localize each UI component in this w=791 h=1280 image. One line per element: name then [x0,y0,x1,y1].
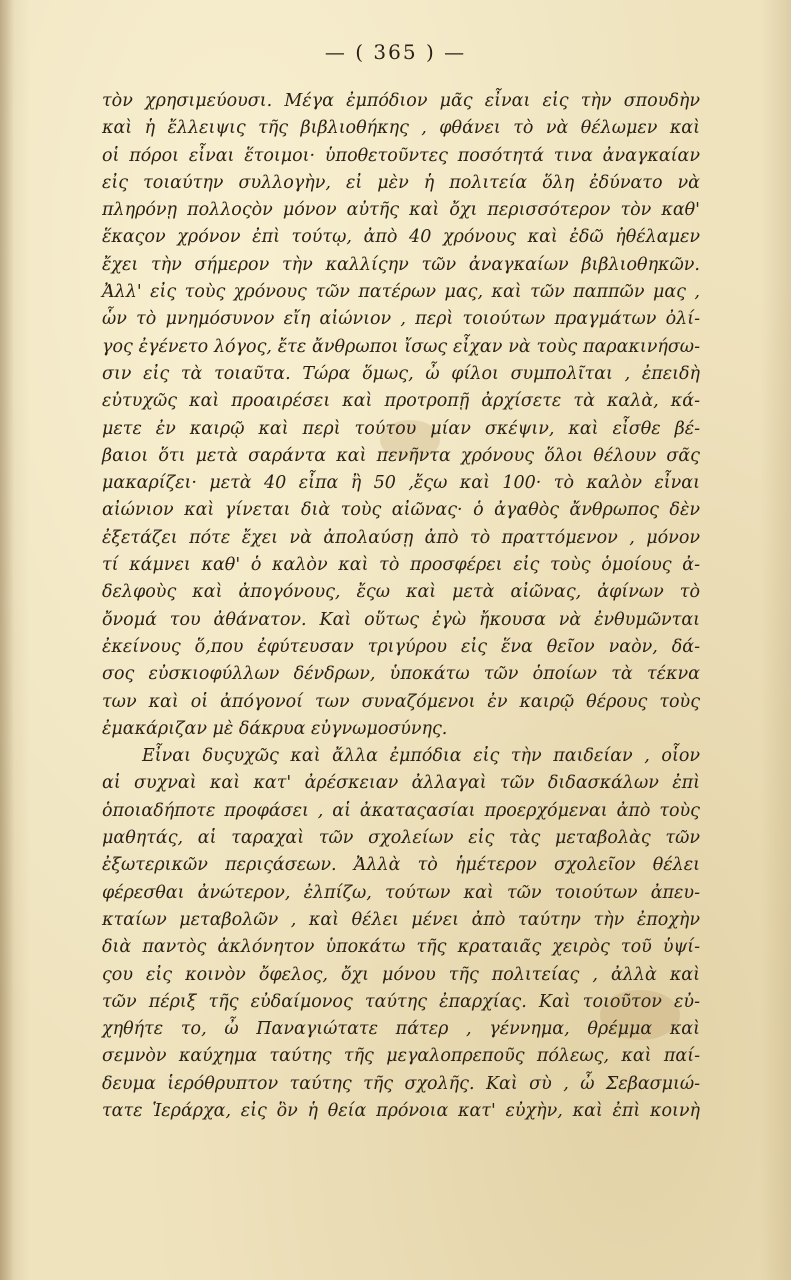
body-text [102,88,700,1125]
text-line: ἐκείνους ὅ,που ἐφύτευσαν τριγύρου εἰς ἕνα θεῖον ναὸν, δά- [102,636,700,657]
text-line: ὄνομά του ἀθάνατον. Καὶ οὕτως ἐγὼ ἤκουσα νὰ ἐνθυμῶνται [102,609,700,630]
text-line: σιν εἰς τὰ τοιαῦτα. Τώρα ὅμως, ὦ φίλοι συμπολῖται , ἐπειδὴ [102,363,700,384]
text-line: δευμα ἱερόθρυπτον ταύτης τῆς σχολῆς. Καὶ σὺ , ὦ Σεβασμιώ- [102,1073,700,1094]
text-line: κταίων μεταβολῶν , καὶ θέλει μένει ἀπὸ ταύτην τὴν ἐποχὴν [102,909,700,930]
text-line: τῶν πέριξ τῆς εὐδαίμονος ταύτης ἐπαρχίας. Καὶ τοιοῦτον εὐ- [102,991,700,1012]
text-line: Ἀλλ' εἰς τοὺς χρόνους τῶν πατέρων μας, καὶ τῶν παππῶν μας , [102,282,700,303]
text-line: σεμνὸν καύχημα ταύτης τῆς μεγαλοπρεποῦς πόλεως, καὶ παί- [102,1046,700,1067]
text-line: καὶ ἡ ἔλλειψις τῆς βιβλιοθήκης , φθάνει τὸ νὰ θέλωμεν καὶ [102,118,700,139]
text-line: εἰς τοιαύτην συλλογὴν, εἰ μὲν ἡ πολιτεία ὅλη ἐδύνατο νὰ [102,172,700,193]
text-line: ἕκαςον χρόνον ἐπὶ τούτῳ, ἀπὸ 40 χρόνους καὶ ἐδῶ ἠθέλαμεν [102,227,700,248]
text-line: ἔχει τὴν σήμερον τὴν καλλίςην τῶν ἀναγκαίων βιβλιοθηκῶν. [102,254,700,275]
text-line: αἰώνιον καὶ γίνεται διὰ τοὺς αἰῶνας· ὁ ἀγαθὸς ἄνθρωπος δὲν [102,500,700,521]
text-line: ὁποιαδήποτε προφάσει , αἱ ἀκαταςασίαι προερχόμεναι ἀπὸ τοὺς [102,800,700,821]
text-line: τατε Ἱεράρχα, εἰς ὃν ἡ θεία πρόνοια κατ' εὐχὴν, καὶ ἐπὶ κοινὴ [102,1100,700,1121]
text-line: φέρεσθαι ἀνώτερον, ἐλπίζω, τούτων καὶ τῶν τοιούτων ἀπευ- [102,882,700,903]
text-line: οἱ πόροι εἶναι ἕτοιμοι· ὑποθετοῦντες ποσότητά τινα ἀναγκαίαν [102,145,700,166]
text-line: ὧν τὸ μνημόσυνον εἴη αἰώνιον , περὶ τοιούτων πραγμάτων ὀλί- [102,309,700,330]
text-line: ἐξετάζει πότε ἔχει νὰ ἀπολαύσῃ ἀπὸ τὸ πραττόμενον , μόνον [102,527,700,548]
binding-edge-shadow [0,0,14,1280]
text-line: μετε ἐν καιρῷ καὶ περὶ τούτου μίαν σκέψιν, καὶ εἶσθε βέ- [102,418,700,439]
text-line: διὰ παντὸς ἀκλόνητον ὑποκάτω τῆς κραταιᾶς χειρὸς τοῦ ὑψί- [102,937,700,958]
text-line: εὐτυχῶς καὶ προαιρέσει καὶ προτροπῇ ἀρχίσετε τὰ καλὰ, κά- [102,391,700,412]
text-line: μακαρίζει· μετὰ 40 εἶπα ἢ 50 ,ἔςω καὶ 100· τὸ καλὸν εἶναι [102,473,700,494]
text-line: Εἶναι δυςυχῶς καὶ ἄλλα ἐμπόδια εἰς τὴν παιδείαν , οἷον [142,746,700,767]
text-line: τί κάμνει καθ' ὁ καλὸν καὶ τὸ προσφέρει εἰς τοὺς ὁμοίους ἀ- [102,555,700,576]
text-line: τὸν χρησιμεύουσι. Μέγα ἐμπόδιον μᾶς εἶναι εἰς τὴν σπουδὴν [102,91,700,111]
text-line: πληρόνῃ πολλοςὸν μόνον αὐτῆς καὶ ὄχι περισσότερον τὸν καθ' [102,200,700,221]
text-line: γος ἐγένετο λόγος, ἔτε ἄνθρωποι ἴσως εἶχαν νὰ τοὺς παρακινήσω- [102,336,700,357]
text-line: βαιοι ὅτι μετὰ σαράντα καὶ πενῆντα χρόνους ὅλοι θέλουν σᾶς [102,445,700,466]
text-line: σος εὐσκιοφύλλων δένδρων, ὑποκάτω τῶν ὁποίων τὰ τέκνα [102,664,700,685]
text-line: ἐμακάριζαν μὲ δάκρυα εὐγνωμοσύνης. [102,718,448,739]
page-number-header: — ( 365 ) — [324,40,467,64]
text-line: δελφοὺς καὶ ἀπογόνους, ἔςω καὶ μετὰ αἰῶνας, ἀφίνων τὸ [102,582,700,603]
text-line: των καὶ οἱ ἀπόγονοί των συναζόμενοι ἐν καιρῷ θέρους τοὺς [102,691,700,712]
text-line: μαθητάς, αἱ ταραχαὶ τῶν σχολείων εἰς τὰς μεταβολὰς τῶν [102,828,700,849]
text-line: ἐξωτερικῶν περιςάσεων. Ἀλλὰ τὸ ἡμέτερον σχολεῖον θέλει [102,855,700,876]
text-line: αἱ συχναὶ καὶ κατ' ἀρέσκειαν ἀλλαγαὶ τῶν διδασκάλων ἐπὶ [102,773,700,794]
text-line: χηθήτε το, ὦ Παναγιώτατε πάτερ , γέννημα, θρέμμα καὶ [102,1019,700,1040]
text-line: ςου εἰς κοινὸν ὄφελος, ὄχι μόνου τῆς πολιτείας , ἀλλὰ καὶ [102,964,700,985]
